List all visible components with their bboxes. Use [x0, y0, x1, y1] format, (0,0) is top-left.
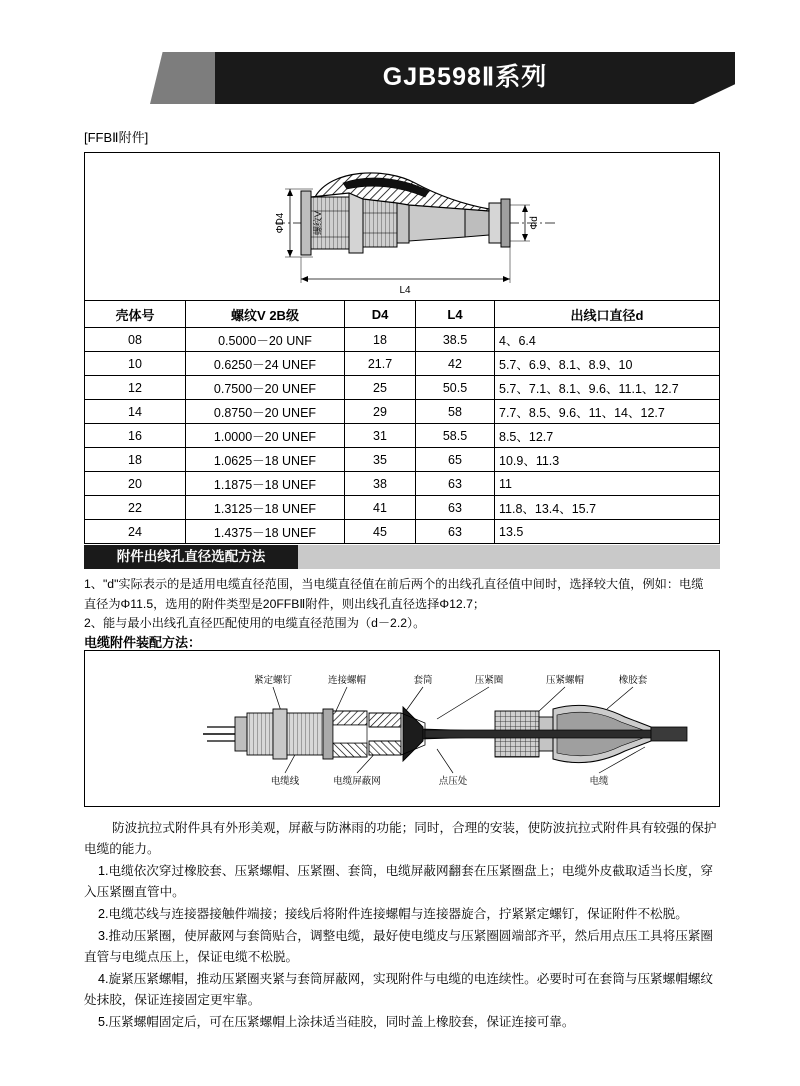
cell-thread: 1.1875－18 UNEF — [186, 472, 345, 496]
cell-exit-dia: 5.7、6.9、8.1、8.9、10 — [495, 352, 720, 376]
instruction-paragraph: 2.电缆芯线与连接器接触件端接；接线后将附件连接螺帽与连接器旋合，拧紧紧定螺钉，保证附件不松脱。 — [98, 907, 688, 921]
cell-shell-size: 14 — [85, 400, 186, 424]
instruction-paragraph: 防波抗拉式附件具有外形美观，屏蔽与防淋雨的功能；同时，合理的安装，使防波抗拉式附件具有较强的保护电缆的能力。 — [84, 821, 717, 856]
cell-exit-dia: 13.5 — [495, 520, 720, 544]
callout-rubber-boot: 橡胶套 — [618, 675, 648, 686]
table-header-row — [85, 301, 720, 328]
cell-l4: 38.5 — [416, 328, 495, 352]
subheading-text: 附件出线孔直径选配方法 — [116, 549, 266, 564]
table-row — [85, 352, 720, 376]
note-line: 直径为Φ11.5，选用的附件类型是20FFBⅡ附件，则出线孔直径选择Φ12.7； — [84, 596, 486, 611]
callout-clamp-ring: 压紧圈 — [474, 675, 504, 686]
assembly-instructions — [84, 818, 720, 1034]
cell-exit-dia: 10.9、11.3 — [495, 448, 720, 472]
cell-l4: 50.5 — [416, 376, 495, 400]
note-line: 2、能与最小出线孔直径匹配使用的电缆直径范围为（d－2.2）。 — [84, 616, 426, 630]
specification-table — [84, 300, 720, 544]
th-exit-dia: 出线口直径d — [495, 301, 720, 328]
cell-l4: 58.5 — [416, 424, 495, 448]
table-row — [85, 424, 720, 448]
cell-thread: 1.0625－18 UNEF — [186, 448, 345, 472]
cell-exit-dia: 8.5、12.7 — [495, 424, 720, 448]
cell-exit-dia: 11.8、13.4、15.7 — [495, 496, 720, 520]
instruction-paragraph: 4.旋紧压紧螺帽，推动压紧圈夹紧与套筒屏蔽网，实现附件与电缆的电连续性。必要时可在套筒与压紧螺帽螺纹处抹胶，保证连接固定更牢靠。 — [84, 972, 714, 1007]
cell-d4: 41 — [345, 496, 416, 520]
header-accent-left — [150, 52, 220, 104]
section-label: [FFBⅡ附件] — [84, 130, 149, 145]
callout-cable-shield: 电缆屏蔽网 — [333, 776, 381, 787]
cell-exit-dia: 11 — [495, 472, 720, 496]
cell-thread: 0.6250－24 UNEF — [186, 352, 345, 376]
cell-d4: 29 — [345, 400, 416, 424]
cell-l4: 42 — [416, 352, 495, 376]
cell-d4: 38 — [345, 472, 416, 496]
cell-shell-size: 16 — [85, 424, 186, 448]
cell-shell-size: 18 — [85, 448, 186, 472]
page-header-banner — [0, 52, 800, 104]
table-row — [85, 472, 720, 496]
selection-notes — [84, 575, 724, 634]
instruction-paragraph: 5.压紧螺帽固定后，可在压紧螺帽上涂抹适当硅胶，同时盖上橡胶套，保证连接可靠。 — [98, 1015, 575, 1029]
subsection-heading — [84, 545, 720, 569]
cell-d4: 31 — [345, 424, 416, 448]
cell-shell-size: 22 — [85, 496, 186, 520]
cell-thread: 0.7500－20 UNEF — [186, 376, 345, 400]
assembly-method-label: 电缆附件装配方法： — [84, 635, 202, 650]
cell-thread: 0.5000－20 UNF — [186, 328, 345, 352]
cell-shell-size: 10 — [85, 352, 186, 376]
table-row — [85, 400, 720, 424]
label-d4: ΦD4 — [275, 212, 286, 234]
callout-cable-wire: 电缆线 — [270, 776, 300, 787]
th-thread: 螺纹V 2B级 — [186, 301, 345, 328]
label-thread-v: 螺纹V — [313, 210, 323, 236]
cell-d4: 45 — [345, 520, 416, 544]
cell-exit-dia: 4、6.4 — [495, 328, 720, 352]
cell-d4: 25 — [345, 376, 416, 400]
table-row — [85, 496, 720, 520]
cable-assembly-drawing — [84, 650, 720, 807]
table-row — [85, 448, 720, 472]
connector-accessory-svg — [85, 153, 719, 301]
cell-thread: 0.8750－20 UNEF — [186, 400, 345, 424]
instruction-paragraph: 1.电缆依次穿过橡胶套、压紧螺帽、压紧圈、套筒，电缆屏蔽网翻套在压紧圈盘上；电缆外皮截取适当长度，穿入压紧圈直管中。 — [84, 864, 714, 899]
page-title: GJB598Ⅱ系列 — [382, 63, 548, 91]
table-row — [85, 376, 720, 400]
cell-l4: 63 — [416, 496, 495, 520]
instruction-paragraph: 3.推动压紧圈，使屏蔽网与套筒贴合，调整电缆，最好使电缆皮与压紧圈圆端部齐平，然后用点压工具将压紧圈直管与电缆点压上，保证电缆不松脱。 — [84, 929, 714, 964]
cell-thread: 1.4375－18 UNEF — [186, 520, 345, 544]
label-l4: L4 — [399, 285, 411, 296]
label-d: Φd — [529, 216, 540, 230]
note-line: 1、"d"实际表示的是适用电缆直径范围，当电缆直径值在前后两个的出线孔直径值中间时，选择较大值，例如：电缆 — [84, 577, 704, 591]
cell-d4: 18 — [345, 328, 416, 352]
cell-d4: 21.7 — [345, 352, 416, 376]
cell-shell-size: 20 — [85, 472, 186, 496]
cell-l4: 58 — [416, 400, 495, 424]
cell-thread: 1.0000－20 UNEF — [186, 424, 345, 448]
callout-cable: 电缆 — [589, 776, 609, 787]
callout-set-screw: 紧定螺钉 — [253, 675, 293, 686]
callout-crimp-point: 点压处 — [438, 776, 468, 787]
cell-exit-dia: 7.7、8.5、9.6、11、14、12.7 — [495, 400, 720, 424]
cell-shell-size: 08 — [85, 328, 186, 352]
table-row — [85, 328, 720, 352]
callout-coupling-nut: 连接螺帽 — [327, 675, 367, 686]
cell-shell-size: 12 — [85, 376, 186, 400]
cell-thread: 1.3125－18 UNEF — [186, 496, 345, 520]
cell-exit-dia: 5.7、7.1、8.1、9.6、11.1、12.7 — [495, 376, 720, 400]
callout-clamp-nut: 压紧螺帽 — [545, 675, 585, 686]
cell-l4: 65 — [416, 448, 495, 472]
cell-shell-size: 24 — [85, 520, 186, 544]
cell-l4: 63 — [416, 520, 495, 544]
callout-sleeve: 套筒 — [413, 675, 433, 686]
cable-assembly-svg — [85, 651, 719, 806]
cell-l4: 63 — [416, 472, 495, 496]
connector-accessory-drawing — [84, 152, 720, 301]
table-row — [85, 520, 720, 544]
cell-d4: 35 — [345, 448, 416, 472]
th-l4: L4 — [416, 301, 495, 328]
th-shell-size: 壳体号 — [85, 301, 186, 328]
th-d4: D4 — [345, 301, 416, 328]
